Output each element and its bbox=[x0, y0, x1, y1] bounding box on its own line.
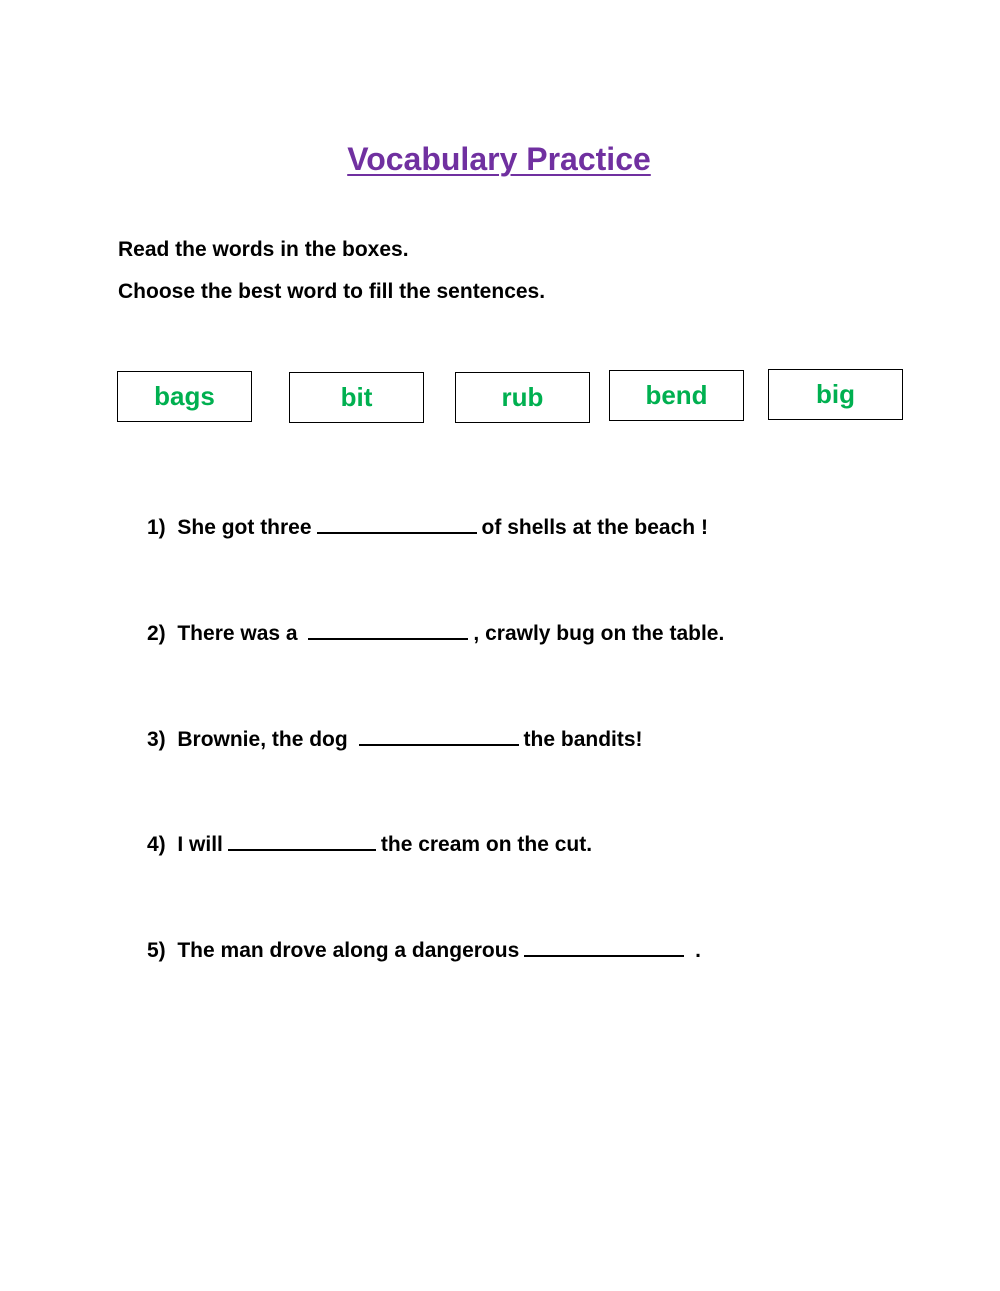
word-big: big bbox=[816, 379, 855, 409]
page-title: Vocabulary Practice bbox=[347, 141, 651, 177]
sentence-number: 1) bbox=[147, 516, 166, 539]
sentence-number: 2) bbox=[147, 622, 166, 645]
sentence-1 bbox=[147, 514, 708, 540]
sentence-5 bbox=[147, 937, 701, 963]
sentence-text-after: the cream on the cut. bbox=[380, 833, 593, 856]
sentence-3 bbox=[147, 726, 643, 752]
answer-blank-3[interactable] bbox=[359, 726, 519, 746]
sentence-text-after: the bandits! bbox=[523, 728, 643, 751]
sentence-number: 5) bbox=[147, 939, 166, 962]
sentence-text-before: I will bbox=[177, 833, 223, 856]
answer-blank-4[interactable] bbox=[228, 831, 376, 851]
word-box-bend[interactable] bbox=[609, 370, 744, 421]
sentence-text-after: , crawly bug on the table. bbox=[473, 622, 725, 645]
sentence-4 bbox=[147, 831, 592, 857]
instruction-choose: Choose the best word to fill the sentences. bbox=[118, 280, 546, 303]
answer-blank-1[interactable] bbox=[317, 514, 477, 534]
answer-blank-2[interactable] bbox=[308, 620, 468, 640]
word-rub: rub bbox=[501, 382, 544, 412]
word-box-big[interactable] bbox=[768, 369, 903, 420]
sentence-number: 3) bbox=[147, 728, 166, 751]
word-box-bags[interactable] bbox=[117, 371, 252, 422]
sentence-text-after: . bbox=[689, 939, 701, 962]
instruction-read: Read the words in the boxes. bbox=[118, 238, 409, 261]
sentence-text-before: The man drove along a dangerous bbox=[177, 939, 520, 962]
sentence-2 bbox=[147, 620, 724, 646]
answer-blank-5[interactable] bbox=[524, 937, 684, 957]
sentence-text-before: There was a bbox=[177, 622, 304, 645]
sentence-number: 4) bbox=[147, 833, 166, 856]
sentence-text-before: She got three bbox=[177, 516, 312, 539]
sentence-text-after: of shells at the beach ! bbox=[481, 516, 708, 539]
word-bags: bags bbox=[154, 381, 215, 411]
word-bend: bend bbox=[645, 380, 708, 410]
word-box-rub[interactable] bbox=[455, 372, 590, 423]
word-bit: bit bbox=[340, 382, 373, 412]
sentence-text-before: Brownie, the dog bbox=[177, 728, 354, 751]
word-box-bit[interactable] bbox=[289, 372, 424, 423]
